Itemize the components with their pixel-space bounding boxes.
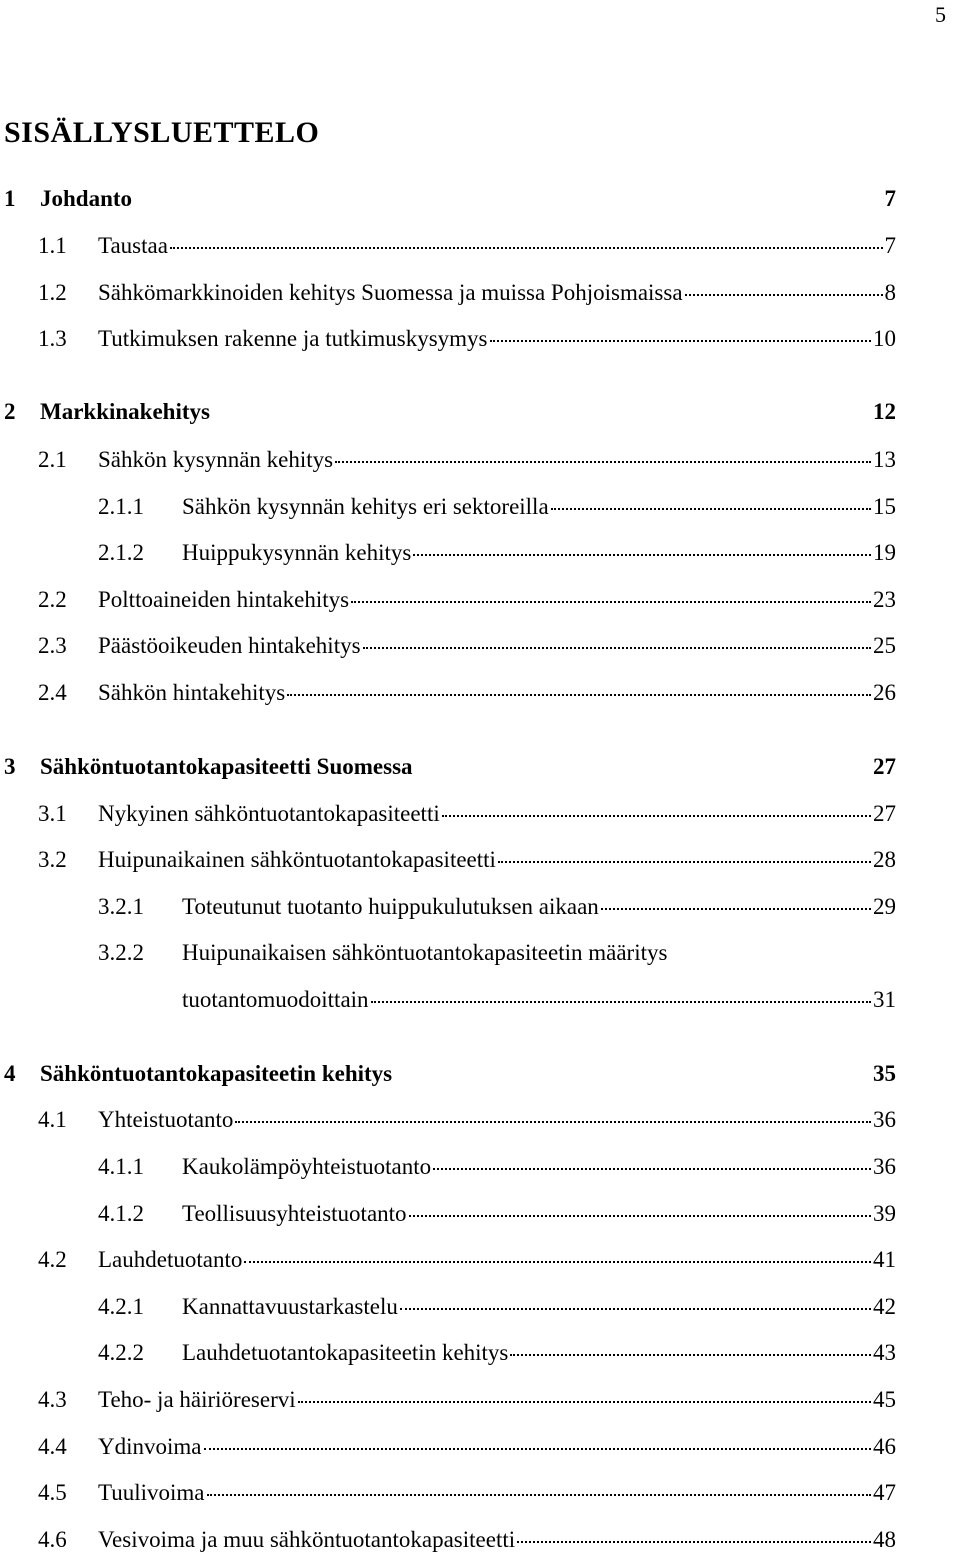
toc-entry-4-5[interactable] — [38, 1480, 896, 1512]
toc-entry-title: Huippukysynnän kehitys — [182, 540, 412, 565]
toc-entry-leader — [371, 1001, 871, 1003]
toc-entry-page: 41 — [873, 1247, 896, 1272]
toc-entry-1-2[interactable] — [38, 280, 896, 312]
toc-entry-page: 25 — [873, 633, 896, 658]
toc-entry-4-2[interactable] — [38, 1247, 896, 1279]
toc-entry-title: Markkinakehitys — [40, 399, 210, 424]
toc-entry-2-4[interactable] — [38, 680, 896, 712]
toc-entry-page: 27 — [873, 801, 896, 826]
toc-entry-number: 1.2 — [38, 280, 67, 305]
toc-entry-page: 10 — [873, 326, 896, 351]
toc-entry-number: 2.1.2 — [98, 540, 144, 565]
page-number: 5 — [935, 2, 946, 27]
toc-entry-title: Huipunaikaisen sähköntuotantokapasiteetin määritys — [182, 940, 668, 965]
toc-entry-number: 2.4 — [38, 680, 67, 705]
toc-entry-title: Sähkön kysynnän kehitys eri sektoreilla — [182, 494, 549, 519]
toc-entry-number: 1.3 — [38, 326, 67, 351]
toc-entry-leader — [244, 1261, 871, 1263]
toc-entry-title: Kaukolämpöyhteistuotanto — [182, 1154, 432, 1179]
toc-entry-title: Sähkön hintakehitys — [98, 680, 286, 705]
toc-entry-leader — [363, 647, 871, 649]
toc-entry-page: 19 — [873, 540, 896, 565]
toc-entry-number: 4.3 — [38, 1387, 67, 1412]
toc-entry-leader — [498, 861, 871, 863]
toc-title: SISÄLLYSLUETTELO — [4, 116, 320, 149]
toc-entry-number: 4.2.2 — [98, 1340, 144, 1365]
toc-entry-chapter-3[interactable] — [4, 754, 896, 786]
toc-entry-2-2[interactable] — [38, 587, 896, 619]
toc-entry-leader — [433, 1168, 871, 1170]
toc-entry-2-1-1[interactable] — [98, 494, 896, 526]
toc-entry-title: Lauhdetuotantokapasiteetin kehitys — [182, 1340, 509, 1365]
toc-entry-leader — [287, 694, 871, 696]
toc-entry-4-2-2[interactable] — [98, 1340, 896, 1372]
toc-entry-page: 46 — [873, 1434, 896, 1459]
toc-entry-title: Sähköntuotantokapasiteetin kehitys — [40, 1061, 393, 1086]
toc-entry-number: 1.1 — [38, 233, 67, 258]
toc-entry-number: 4 — [4, 1061, 16, 1086]
toc-entry-number: 2.1.1 — [98, 494, 144, 519]
toc-entry-1-1[interactable] — [38, 233, 896, 265]
toc-entry-page: 43 — [873, 1340, 896, 1365]
toc-entry-page: 8 — [884, 280, 896, 305]
toc-entry-leader — [685, 294, 883, 296]
toc-entry-title: Polttoaineiden hintakehitys — [98, 587, 350, 612]
toc-entry-title: Lauhdetuotanto — [98, 1247, 243, 1272]
toc-entry-title: Teollisuusyhteistuotanto — [182, 1201, 407, 1226]
toc-entry-leader — [442, 815, 871, 817]
toc-entry-title: Teho- ja häiriöreservi — [98, 1387, 296, 1412]
toc-entry-title: Taustaa — [98, 233, 168, 258]
toc-entry-4-6[interactable] — [38, 1527, 896, 1559]
toc-entry-4-1-2[interactable] — [98, 1201, 896, 1233]
toc-entry-3-1[interactable] — [38, 801, 896, 833]
toc-entry-page: 36 — [873, 1154, 896, 1179]
toc-entry-1-3[interactable] — [38, 326, 896, 358]
toc-entry-title: Johdanto — [40, 186, 133, 211]
toc-entry-leader — [207, 1494, 871, 1496]
toc-entry-number: 2 — [4, 399, 16, 424]
toc-entry-number: 3.2.2 — [98, 940, 144, 965]
toc-entry-number: 4.5 — [38, 1480, 67, 1505]
toc-entry-title: Tuulivoima — [98, 1480, 205, 1505]
toc-entry-title: Ydinvoima — [98, 1434, 202, 1459]
toc-entry-2-3[interactable] — [38, 633, 896, 665]
toc-entry-page: 12 — [873, 399, 896, 424]
toc-entry-number: 2.1 — [38, 447, 67, 472]
toc-entry-leader — [490, 340, 871, 342]
toc-entry-title: tuotantomuodoittain — [182, 987, 369, 1012]
toc-entry-page: 36 — [873, 1107, 896, 1132]
toc-entry-page: 23 — [873, 587, 896, 612]
toc-entry-number: 4.2 — [38, 1247, 67, 1272]
toc-entry-page: 7 — [884, 186, 896, 211]
toc-entry-2-1[interactable] — [38, 447, 896, 479]
toc-entry-leader — [409, 1215, 871, 1217]
toc-entry-page: 7 — [884, 233, 896, 258]
toc-entry-number: 4.4 — [38, 1434, 67, 1459]
toc-entry-chapter-4[interactable] — [4, 1061, 896, 1093]
toc-entry-number: 3.2 — [38, 847, 67, 872]
toc-entry-page: 45 — [873, 1387, 896, 1412]
toc-entry-title: Kannattavuustarkastelu — [182, 1294, 398, 1319]
toc-entry-number: 3.2.1 — [98, 894, 144, 919]
toc-entry-2-1-2[interactable] — [98, 540, 896, 572]
toc-entry-leader — [298, 1401, 871, 1403]
toc-entry-page: 35 — [873, 1061, 896, 1086]
toc-entry-page: 27 — [873, 754, 896, 779]
toc-entry-number: 4.1.2 — [98, 1201, 144, 1226]
toc-entry-3-2-2[interactable] — [98, 940, 896, 972]
toc-entry-chapter-2[interactable] — [4, 399, 896, 431]
toc-entry-number: 3.1 — [38, 801, 67, 826]
toc-entry-page: 13 — [873, 447, 896, 472]
toc-entry-title: Päästöoikeuden hintakehitys — [98, 633, 361, 658]
toc-entry-title: Sähköntuotantokapasiteetti Suomessa — [40, 754, 413, 779]
toc-entry-number: 4.1 — [38, 1107, 67, 1132]
toc-entry-3-2[interactable] — [38, 847, 896, 879]
toc-entry-page: 42 — [873, 1294, 896, 1319]
toc-entry-title: Huipunaikainen sähköntuotantokapasiteetti — [98, 847, 496, 872]
toc-entry-leader — [204, 1448, 872, 1450]
toc-entry-title: Vesivoima ja muu sähköntuotantokapasiteetti — [98, 1527, 516, 1552]
toc-entry-page: 39 — [873, 1201, 896, 1226]
toc-entry-leader — [235, 1121, 871, 1123]
toc-entry-page: 29 — [873, 894, 896, 919]
toc-entry-title: Toteutunut tuotanto huippukulutuksen aikaan — [182, 894, 599, 919]
toc-entry-leader — [170, 247, 883, 249]
toc-entry-number: 3 — [4, 754, 16, 779]
toc-entry-title: Sähkömarkkinoiden kehitys Suomessa ja muissa Pohjoismaissa — [98, 280, 683, 305]
toc-entry-4-1[interactable] — [38, 1107, 896, 1139]
toc-entry-leader — [517, 1541, 871, 1543]
toc-entry-page: 31 — [873, 987, 896, 1012]
toc-entry-number: 1 — [4, 186, 16, 211]
toc-entry-title: Yhteistuotanto — [98, 1107, 234, 1132]
toc-entry-3-2-1[interactable] — [98, 894, 896, 926]
toc-entry-number: 4.1.1 — [98, 1154, 144, 1179]
toc-entry-4-4[interactable] — [38, 1434, 896, 1466]
toc-entry-title: Nykyinen sähköntuotantokapasiteetti — [98, 801, 440, 826]
toc-entry-page: 15 — [873, 494, 896, 519]
toc-entry-page: 26 — [873, 680, 896, 705]
toc-entry-4-2-1[interactable] — [98, 1294, 896, 1326]
toc-entry-number: 2.2 — [38, 587, 67, 612]
toc-entry-4-1-1[interactable] — [98, 1154, 896, 1186]
toc-entry-4-3[interactable] — [38, 1387, 896, 1419]
toc-entry-leader — [601, 908, 871, 910]
toc-entry-leader — [400, 1308, 871, 1310]
toc-entry-leader — [551, 508, 871, 510]
toc-entry-number: 4.2.1 — [98, 1294, 144, 1319]
toc-entry-page: 48 — [873, 1527, 896, 1552]
toc-entry-page: 47 — [873, 1480, 896, 1505]
toc-entry-leader — [335, 461, 871, 463]
toc-entry-chapter-1[interactable] — [4, 186, 896, 218]
toc-entry-leader — [413, 554, 871, 556]
toc-entry-title: Sähkön kysynnän kehitys — [98, 447, 334, 472]
toc-entry-3-2-2-continued[interactable] — [182, 987, 896, 1019]
toc-entry-leader — [510, 1354, 871, 1356]
toc-entry-page: 28 — [873, 847, 896, 872]
toc-entry-title: Tutkimuksen rakenne ja tutkimuskysymys — [98, 326, 488, 351]
toc-entry-leader — [351, 601, 871, 603]
toc-entry-number: 2.3 — [38, 633, 67, 658]
toc-entry-number: 4.6 — [38, 1527, 67, 1552]
